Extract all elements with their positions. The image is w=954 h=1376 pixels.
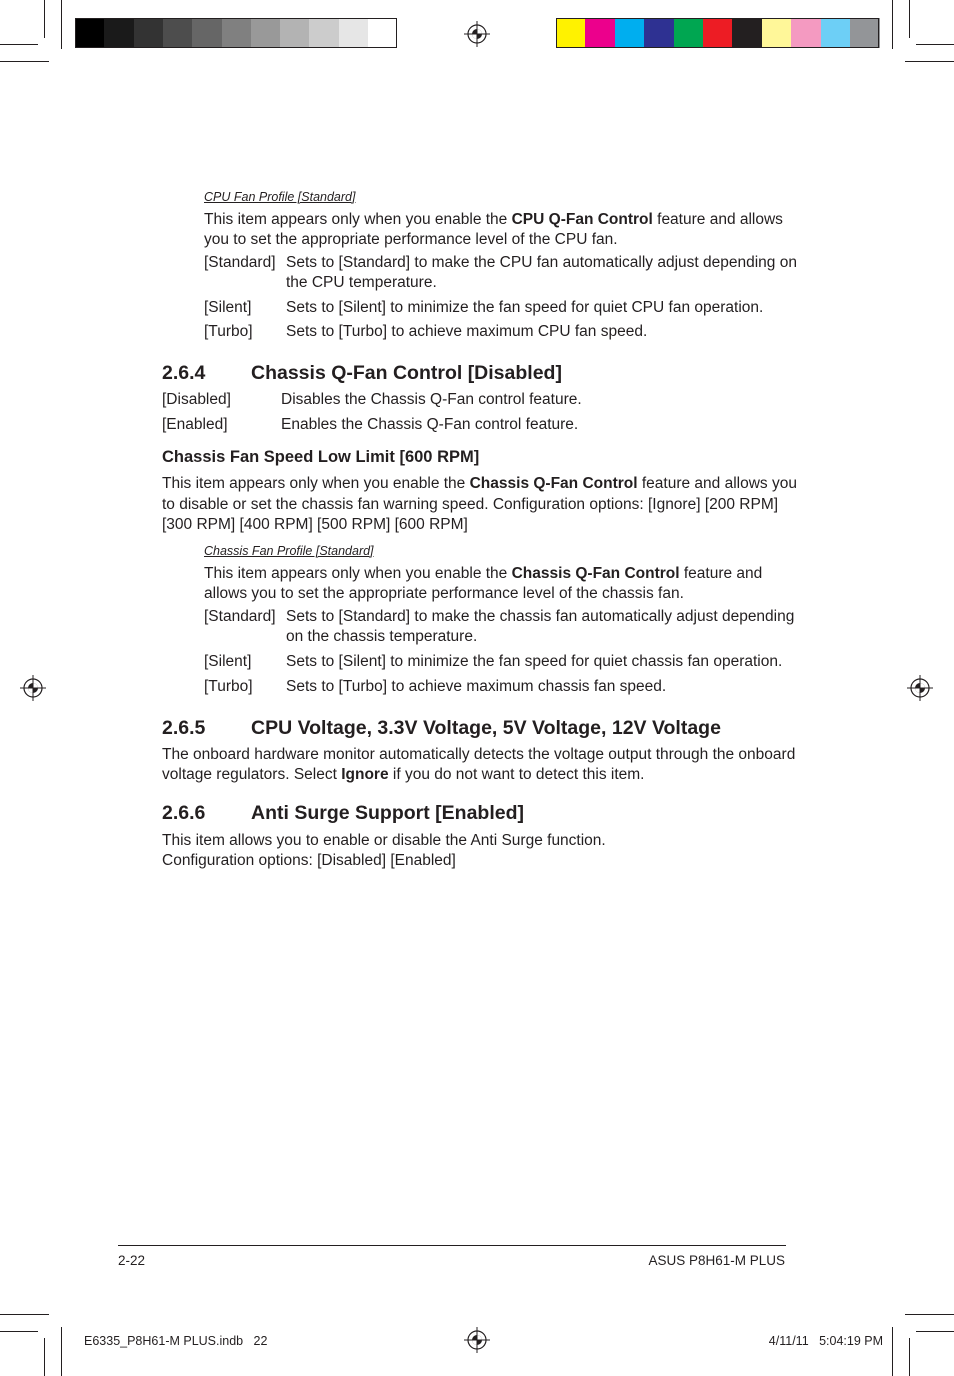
- footer-rule: [118, 1245, 786, 1246]
- product-name: ASUS P8H61-M PLUS: [648, 1253, 785, 1268]
- registration-mark-icon: [20, 675, 46, 701]
- option-desc-cont: on the chassis temperature.: [286, 628, 478, 645]
- chassis-fan-profile-intro-cont: allows you to set the appropriate performance level of the chassis fan.: [204, 585, 684, 602]
- option-desc: Disables the Chassis Q-Fan control feature.: [281, 391, 582, 408]
- slug-date: 4/11/11 5:04:19 PM: [768, 1334, 883, 1348]
- cpu-fan-profile-title: CPU Fan Profile [Standard]: [204, 190, 356, 204]
- color-bar-frame: [556, 18, 879, 48]
- voltage-text: The onboard hardware monitor automatically detects the voltage output through the onboard: [162, 746, 796, 763]
- option-key: [Disabled]: [162, 391, 231, 408]
- option-key: [Turbo]: [204, 323, 253, 340]
- section-title: CPU Voltage, 3.3V Voltage, 5V Voltage, 12V Voltage: [251, 717, 721, 739]
- page-number: 2-22: [118, 1253, 146, 1268]
- registration-mark-icon: [464, 21, 490, 47]
- option-key: [Enabled]: [162, 416, 228, 433]
- option-desc: Sets to [Standard] to make the chassis fan automatically adjust depending: [286, 608, 795, 625]
- option-desc: Sets to [Turbo] to achieve maximum CPU fan speed.: [286, 323, 648, 340]
- option-desc-cont: the CPU temperature.: [286, 274, 437, 291]
- subsection-title: Chassis Fan Speed Low Limit [600 RPM]: [162, 448, 480, 466]
- option-key: [Silent]: [204, 653, 252, 670]
- anti-surge-text-cont: Configuration options: [Disabled] [Enabled]: [162, 852, 456, 869]
- speed-limit-text: This item appears only when you enable the Chassis Q-Fan Control feature and allows you: [162, 475, 797, 492]
- section-number: 2.6.6: [162, 802, 206, 824]
- section-number: 2.6.4: [162, 362, 206, 384]
- anti-surge-text: This item allows you to enable or disable the Anti Surge function.: [162, 832, 606, 849]
- voltage-text-cont: voltage regulators. Select Ignore if you do not want to detect this item.: [162, 766, 645, 783]
- option-key: [Silent]: [204, 299, 252, 316]
- gray-bar-frame: [75, 18, 397, 48]
- speed-limit-text-cont: [300 RPM] [400 RPM] [500 RPM] [600 RPM]: [162, 516, 468, 533]
- option-desc: Sets to [Standard] to make the CPU fan automatically adjust depending on: [286, 254, 797, 271]
- speed-limit-text-cont: to disable or set the chassis fan warning speed. Configuration options: [Ignore] [200 RPM]: [162, 496, 779, 513]
- option-key: [Standard]: [204, 608, 276, 625]
- chassis-fan-profile-title: Chassis Fan Profile [Standard]: [204, 544, 374, 558]
- slug-file: E6335_P8H61-M PLUS.indb 22: [84, 1334, 268, 1348]
- option-key: [Turbo]: [204, 678, 253, 695]
- section-number: 2.6.5: [162, 717, 206, 739]
- option-key: [Standard]: [204, 254, 276, 271]
- cpu-fan-profile-intro: This item appears only when you enable the CPU Q-Fan Control feature and allows: [204, 211, 783, 228]
- option-desc: Sets to [Turbo] to achieve maximum chassis fan speed.: [286, 678, 667, 695]
- option-desc: Sets to [Silent] to minimize the fan speed for quiet chassis fan operation.: [286, 653, 783, 670]
- cpu-fan-profile-intro-cont: you to set the appropriate performance level of the CPU fan.: [204, 231, 618, 248]
- section-title: Chassis Q-Fan Control [Disabled]: [251, 362, 562, 384]
- chassis-fan-profile-intro: This item appears only when you enable the Chassis Q-Fan Control feature and: [204, 565, 763, 582]
- option-desc: Sets to [Silent] to minimize the fan speed for quiet CPU fan operation.: [286, 299, 764, 316]
- registration-mark-icon: [907, 675, 933, 701]
- registration-mark-icon: [464, 1327, 490, 1353]
- option-desc: Enables the Chassis Q-Fan control feature.: [281, 416, 579, 433]
- section-title: Anti Surge Support [Enabled]: [251, 802, 524, 824]
